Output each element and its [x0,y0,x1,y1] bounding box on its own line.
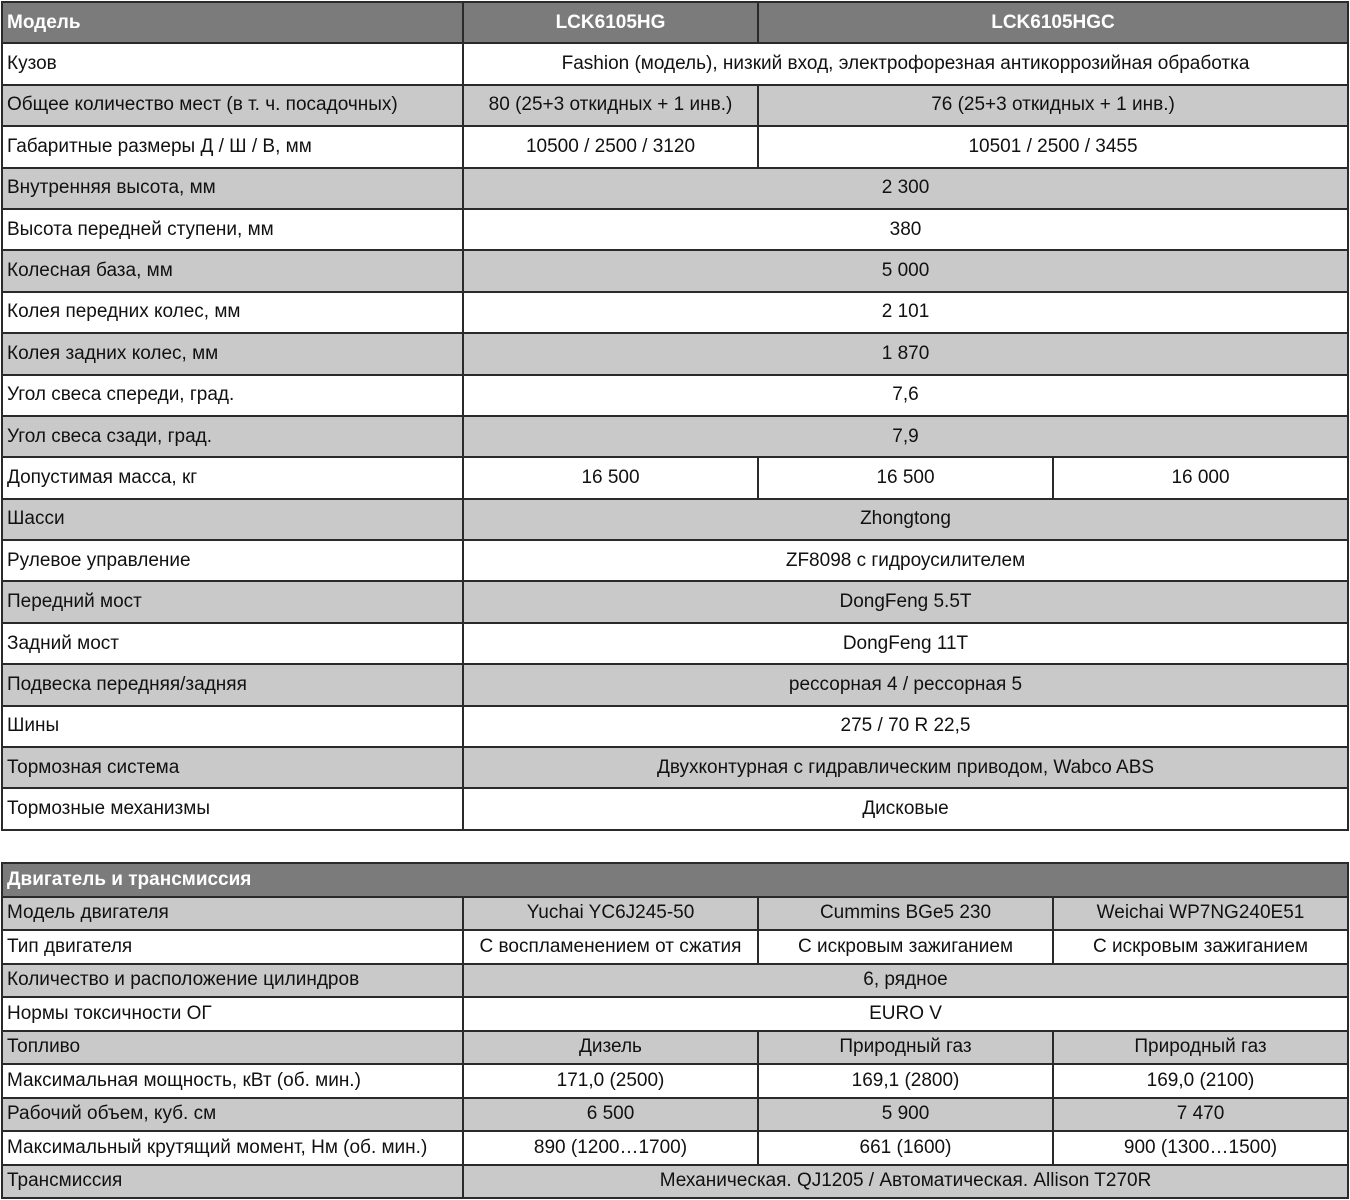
row-value: 7 470 [1053,1098,1348,1132]
table-row [2,416,1348,457]
table-row [2,1165,1348,1199]
row-value: Yuchai YC6J245-50 [463,897,758,931]
row-label: Тормозная система [2,747,463,788]
row-label: Количество и расположение цилиндров [2,964,463,998]
spec-table-header [2,2,1348,43]
row-value: 10500 / 2500 / 3120 [463,126,758,167]
row-value: С воспламенением от сжатия [463,930,758,964]
row-label: Трансмиссия [2,1165,463,1199]
row-value: 5 900 [758,1098,1053,1132]
row-label: Нормы токсичности ОГ [2,997,463,1031]
table-row [2,292,1348,333]
row-value: 2 300 [463,168,1348,209]
row-label: Высота передней ступени, мм [2,209,463,250]
row-label: Модель двигателя [2,897,463,931]
row-value: 76 (25+3 откидных + 1 инв.) [758,85,1348,126]
row-value: 169,0 (2100) [1053,1064,1348,1098]
row-label: Колесная база, мм [2,250,463,291]
row-label: Подвеска передняя/задняя [2,664,463,705]
engine-table [1,862,1349,1199]
table-row [2,788,1348,829]
table-row [2,664,1348,705]
table-row [2,706,1348,747]
table-row [2,930,1348,964]
row-value: 1 870 [463,333,1348,374]
row-value: Weichai WP7NG240E51 [1053,897,1348,931]
row-value: С искровым зажиганием [1053,930,1348,964]
table-row [2,1131,1348,1165]
row-label: Шасси [2,499,463,540]
row-value: 6, рядное [463,964,1348,998]
row-value: 7,6 [463,375,1348,416]
table-row [2,581,1348,622]
table-row [2,375,1348,416]
header-label: Модель [2,2,463,43]
table-row [2,540,1348,581]
row-label: Задний мост [2,623,463,664]
table-row [2,209,1348,250]
table-row [2,997,1348,1031]
header-model2: LCK6105HGC [758,2,1348,43]
table-row [2,964,1348,998]
row-value: 900 (1300…1500) [1053,1131,1348,1165]
row-value: Zhongtong [463,499,1348,540]
row-value: 169,1 (2800) [758,1064,1053,1098]
table-row [2,126,1348,167]
row-value: Дисковые [463,788,1348,829]
row-value: 661 (1600) [758,1131,1053,1165]
row-value: Двухконтурная с гидравлическим приводом, Wabco ABS [463,747,1348,788]
row-label: Угол свеса спереди, град. [2,375,463,416]
row-value: С искровым зажиганием [758,930,1053,964]
table-row [2,168,1348,209]
row-label: Рулевое управление [2,540,463,581]
row-value: 890 (1200…1700) [463,1131,758,1165]
row-label: Передний мост [2,581,463,622]
row-label: Кузов [2,43,463,84]
row-label: Тормозные механизмы [2,788,463,829]
engine-section-title: Двигатель и трансмиссия [2,863,1348,897]
table-row [2,250,1348,291]
row-value: 6 500 [463,1098,758,1132]
table-row [2,333,1348,374]
table-row [2,43,1348,84]
row-value: 16 500 [758,457,1053,498]
table-row [2,1031,1348,1065]
row-label: Рабочий объем, куб. см [2,1098,463,1132]
row-label: Общее количество мест (в т. ч. посадочных) [2,85,463,126]
row-label: Внутренняя высота, мм [2,168,463,209]
table-row [2,1098,1348,1132]
row-label: Допустимая масса, кг [2,457,463,498]
row-label: Максимальная мощность, кВт (об. мин.) [2,1064,463,1098]
table-row [2,85,1348,126]
table-row [2,499,1348,540]
row-label: Угол свеса сзади, град. [2,416,463,457]
row-value: 171,0 (2500) [463,1064,758,1098]
row-label: Колея задних колес, мм [2,333,463,374]
row-label: Колея передних колес, мм [2,292,463,333]
row-value: 5 000 [463,250,1348,291]
table-row [2,457,1348,498]
table-row [2,747,1348,788]
row-value: DongFeng 11T [463,623,1348,664]
engine-table-header [2,863,1348,897]
table-row [2,1064,1348,1098]
table-row [2,897,1348,931]
row-value: рессорная 4 / рессорная 5 [463,664,1348,705]
row-value: Природный газ [1053,1031,1348,1065]
row-value: 275 / 70 R 22,5 [463,706,1348,747]
row-value: 2 101 [463,292,1348,333]
row-label: Шины [2,706,463,747]
row-value: EURO V [463,997,1348,1031]
row-value: Fashion (модель), низкий вход, электрофорезная антикоррозийная обработка [463,43,1348,84]
row-label: Топливо [2,1031,463,1065]
row-value: 10501 / 2500 / 3455 [758,126,1348,167]
header-model1: LCK6105HG [463,2,758,43]
spec-table [1,1,1349,831]
row-value: 380 [463,209,1348,250]
row-value: ZF8098 с гидроусилителем [463,540,1348,581]
row-value: 16 500 [463,457,758,498]
row-value: Дизель [463,1031,758,1065]
row-label: Габаритные размеры Д / Ш / В, мм [2,126,463,167]
table-row [2,623,1348,664]
row-value: 80 (25+3 откидных + 1 инв.) [463,85,758,126]
row-value: 7,9 [463,416,1348,457]
row-label: Максимальный крутящий момент, Нм (об. мин.) [2,1131,463,1165]
row-value: DongFeng 5.5T [463,581,1348,622]
row-value: 16 000 [1053,457,1348,498]
row-label: Тип двигателя [2,930,463,964]
row-value: Природный газ [758,1031,1053,1065]
row-value: Cummins BGe5 230 [758,897,1053,931]
row-value: Механическая. QJ1205 / Автоматическая. Allison T270R [463,1165,1348,1199]
